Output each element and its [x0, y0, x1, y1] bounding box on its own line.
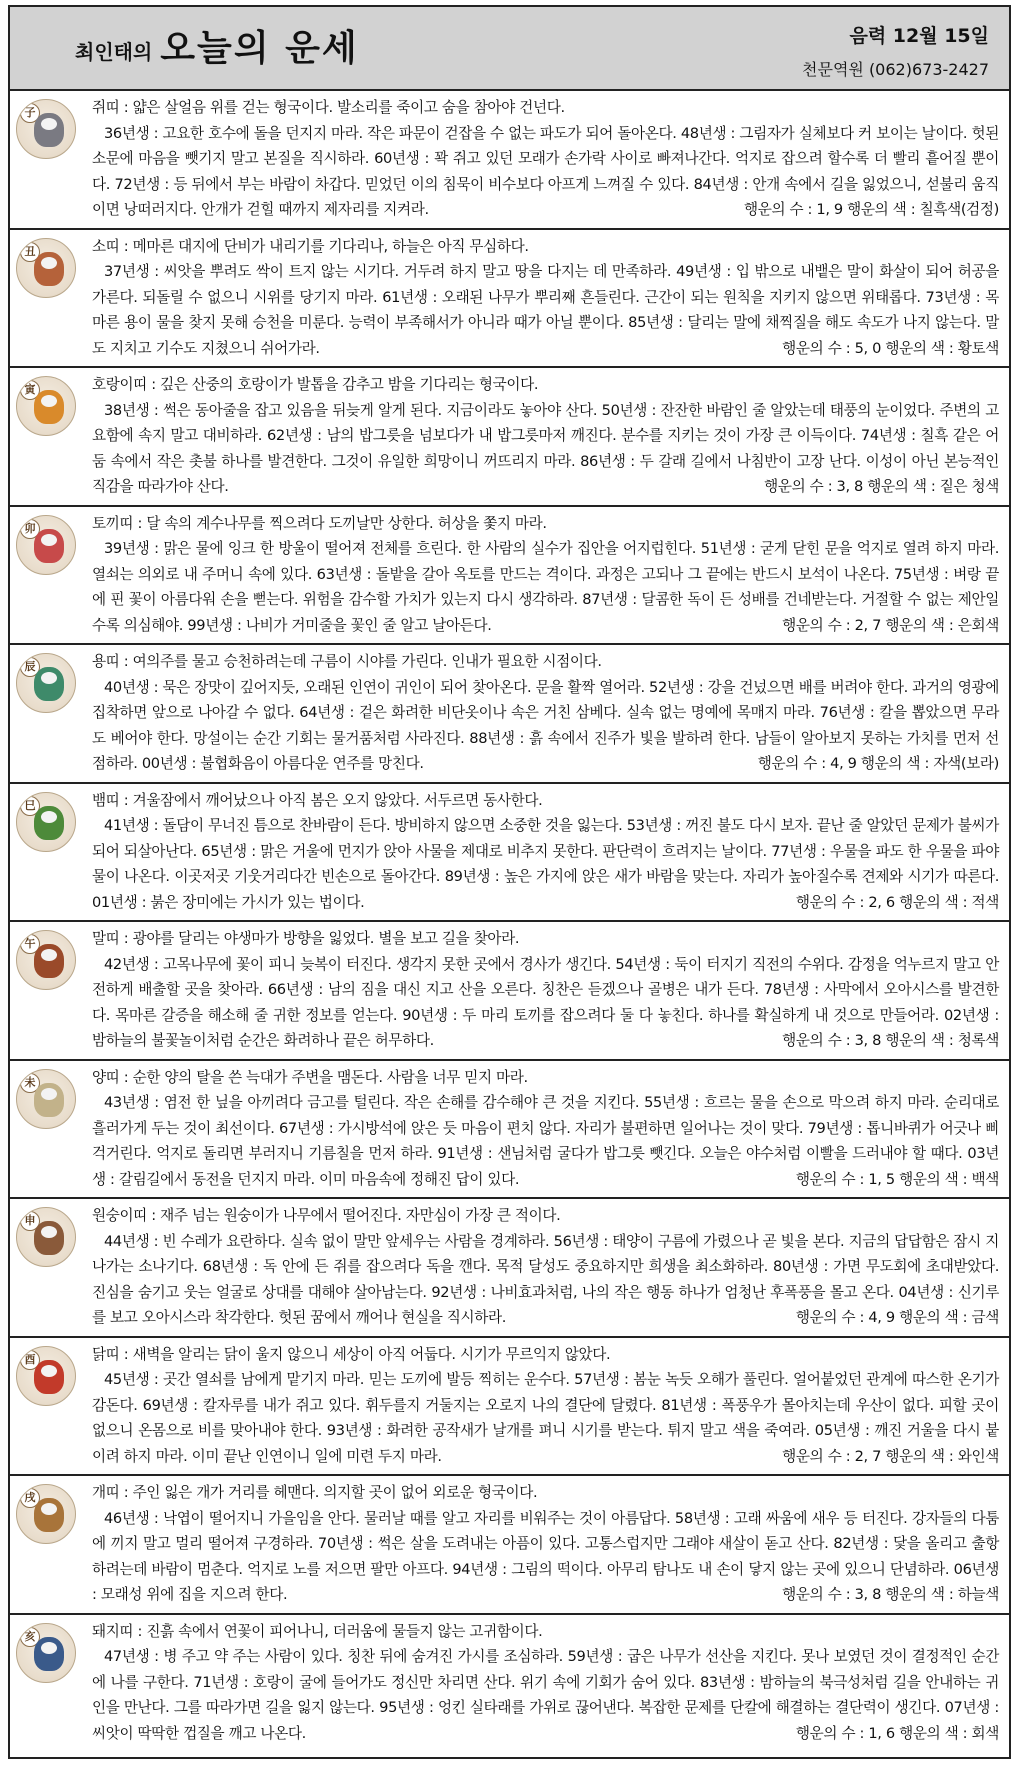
snake-icon	[34, 806, 64, 840]
entry-body-text: 36년생 : 고요한 호수에 돌을 던지지 마라. 작은 파문이 걷잡을 수 없는 파도가 되어 돌아온다. 48년생 : 그림자가 실체보다 커 보이는 날이다. 헛된 소문에 마음을 뺏기지 말고 본질을 직시하라. 60년생 : 꽉 쥐고 있던 모래가 손가락 사이로 빠져나간다. 억지로 잡으려 할수록 더 빨리 흩어질 뿐이다. 72년생 : 등 뒤에서 부는 바람이 차갑다. 믿었던 이의 침묵이 비수보다 아프게 느껴질 수 있다. 84년생 : 안개 속에서 길을 잃었으니, 섣불리 움직이면 낭떠러지다. 안개가 걷힐 때까지 제자리를 지켜라.	[92, 124, 999, 218]
zodiac-hanja: 亥	[20, 1627, 40, 1647]
entry-body-text: 38년생 : 썩은 동아줄을 잡고 있음을 뒤늦게 알게 된다. 지금이라도 놓아야 산다. 50년생 : 잔잔한 바람인 줄 알았는데 태풍의 눈이었다. 주변의 고요함에 속지 말고 대비하라. 62년생 : 남의 밥그릇을 넘보다가 내 밥그릇마저 깨진다. 분수를 지키는 것이 가장 큰 이득이다. 74년생 : 칠흑 같은 어둠 속에서 작은 촛불 하나를 발견한다. 그것이 유일한 희망이니 꺼뜨리지 마라. 86년생 : 두 갈래 길에서 나침반이 고장 난다. 이성이 아닌 본능적인 직감을 따라가야 산다.	[92, 401, 999, 495]
entry-headline: 돼지띠 : 진흙 속에서 연꽃이 피어나니, 더러움에 물들지 않는 고귀함이다.	[92, 1622, 543, 1640]
lucky-info: 행운의 수 : 3, 8 행운의 색 : 하늘색	[782, 1586, 999, 1603]
zodiac-hanja: 戌	[20, 1488, 40, 1508]
zodiac-hanja: 午	[20, 934, 40, 954]
entry-text	[92, 511, 999, 639]
entry-body-text: 40년생 : 묵은 장맛이 깊어지듯, 오래된 인연이 귀인이 되어 찾아온다. 문을 활짝 열어라. 52년생 : 강을 건넜으면 배를 버려야 한다. 과거의 영광에 집착하면 앞으로 나아갈 수 없다. 64년생 : 겉은 화려한 비단옷이나 속은 거친 삼베다. 실속 없는 명예에 목매지 마라. 76년생 : 칼을 뽑았으면 무라도 베어야 한다. 망설이는 순간 기회는 물거품처럼 사라진다. 88년생 : 흙 속에서 진주가 빛을 발하려 한다. 남들이 알아보지 못하는 가치를 먼저 선점하라. 00년생 : 불협화음이 아름다운 연주를 망친다.	[92, 678, 999, 772]
zodiac-emblem	[16, 238, 76, 298]
zodiac-emblem	[16, 930, 76, 990]
zodiac-hanja: 寅	[20, 380, 40, 400]
zodiac-entry	[10, 507, 1009, 646]
lucky-info: 행운의 수 : 3, 8 행운의 색 : 청록색	[782, 1032, 999, 1049]
entry-headline: 뱀띠 : 겨울잠에서 깨어났으나 아직 봄은 오지 않았다. 서두르면 동사한다.	[92, 791, 543, 809]
zodiac-entry	[10, 368, 1009, 507]
zodiac-hanja: 辰	[20, 657, 40, 677]
entry-body	[92, 121, 999, 223]
zodiac-entry	[10, 230, 1009, 369]
zodiac-hanja: 丑	[20, 242, 40, 262]
rat-icon	[34, 113, 64, 147]
entry-body	[92, 1090, 999, 1192]
zodiac-hanja: 巳	[20, 796, 40, 816]
entry-headline: 닭띠 : 새벽을 알리는 닭이 울지 않으니 세상이 아직 어둡다. 시기가 무르익지 않았다.	[92, 1345, 611, 1363]
entry-headline: 토끼띠 : 달 속의 계수나무를 찍으려다 도끼날만 상한다. 허상을 쫓지 마라.	[92, 514, 547, 532]
rabbit-icon	[34, 529, 64, 563]
zodiac-entry	[10, 922, 1009, 1061]
entry-body-text: 37년생 : 씨앗을 뿌려도 싹이 트지 않는 시기다. 거두려 하지 말고 땅을 다지는 데 만족하라. 49년생 : 입 밖으로 내뱉은 말이 화살이 되어 허공을 가른다. 되돌릴 수 없으니 시위를 당기지 마라. 61년생 : 오래된 나무가 뿌리째 흔들린다. 근간이 되는 원칙을 지키지 않으면 위태롭다. 73년생 : 목마른 용이 물을 찾지 못해 승천을 미룬다. 능력이 부족해서가 아니라 때가 아닐 뿐이다. 85년생 : 달리는 말에 채찍질을 해도 속도가 나지 않는다. 말도 지치고 기수도 지쳤으니 쉬어가라.	[92, 263, 999, 357]
zodiac-hanja: 子	[20, 103, 40, 123]
lucky-info: 행운의 수 : 1, 5 행운의 색 : 백색	[795, 1170, 999, 1188]
page-title: 오늘의 운세	[160, 28, 359, 69]
zodiac-hanja: 酉	[20, 1350, 40, 1370]
contact-info: 천문역원 (062)673-2427	[802, 60, 989, 79]
rooster-icon	[34, 1360, 64, 1394]
entry-headline: 개띠 : 주인 잃은 개가 거리를 헤맨다. 의지할 곳이 없어 외로운 형국이다.	[92, 1484, 538, 1501]
lucky-info: 행운의 수 : 4, 9 행운의 색 : 금색	[795, 1309, 999, 1326]
pig-icon	[34, 1637, 64, 1671]
entry-text	[92, 1342, 999, 1470]
entry-body-text: 43년생 : 염전 한 닢을 아끼려다 금고를 털린다. 작은 손해를 감수해야 큰 것을 지킨다. 55년생 : 흐르는 물을 손으로 막으려 하지 마라. 순리대로 흘러가게 두는 것이 최선이다. 67년생 : 가시방석에 앉은 듯 마음이 편치 않다. 자리가 불편하면 일어나는 것이 맞다. 79년생 : 톱니바퀴가 어긋나 삐걱거린다. 억지로 돌리면 부러지니 기름칠을 먼저 하라. 91년생 : 샌님처럼 굴다가 밥그릇 뺏긴다. 오늘은 야수처럼 이빨을 드러내야 할 때다. 03년생 : 갈림길에서 동전을 던지지 마라. 이미 마음속에 정해진 답이 있다.	[92, 1094, 999, 1188]
entry-body-text: 41년생 : 돌담이 무너진 틈으로 찬바람이 든다. 방비하지 않으면 소중한 것을 잃는다. 53년생 : 꺼진 불도 다시 보자. 끝난 줄 알았던 문제가 불씨가 되어 되살아난다. 65년생 : 맑은 거울에 먼지가 앉아 사물을 제대로 비추지 못한다. 판단력이 흐려지는 날이다. 77년생 : 우물을 파도 한 우물을 파야 물이 나온다. 이곳저곳 기웃거리다간 빈손으로 돌아간다. 89년생 : 높은 가지에 앉은 새가 바람을 맞는다. 자리가 높아질수록 견제와 시기가 따른다. 01년생 : 붉은 장미에는 가시가 있는 법이다.	[92, 817, 999, 911]
entry-headline: 원숭이띠 : 재주 넘는 원숭이가 나무에서 떨어진다. 자만심이 가장 큰 적이다.	[92, 1207, 561, 1224]
entry-text	[92, 649, 999, 777]
entry-body	[92, 536, 999, 638]
entry-body-text: 39년생 : 맑은 물에 잉크 한 방울이 떨어져 전체를 흐린다. 한 사람의 실수가 집안을 어지럽힌다. 51년생 : 굳게 닫힌 문을 억지로 열려 하지 마라. 열쇠는 의외로 내 주머니 속에 있다. 63년생 : 돌밭을 갈아 옥토를 만드는 격이다. 과정은 고되나 그 끝에는 반드시 보석이 나온다. 75년생 : 벼랑 끝에 핀 꽃이 아름다워 손을 뻗는다. 위험을 감수할 가치가 있는지 다시 생각하라. 87년생 : 달콤한 독이 든 성배를 건네받는다. 거절할 수 없는 제안일수록 의심해야. 99년생 : 나비가 거미줄을 꽃인 줄 알고 날아든다.	[92, 540, 999, 634]
header	[10, 7, 1009, 91]
lucky-info: 행운의 수 : 1, 9 행운의 색 : 칠흑색(검정)	[743, 201, 999, 218]
entry-text	[92, 234, 999, 362]
zodiac-list	[10, 91, 1009, 1753]
zodiac-emblem	[16, 1069, 76, 1129]
entry-headline: 말띠 : 광야를 달리는 야생마가 방향을 잃었다. 별을 보고 길을 찾아라.	[92, 930, 520, 947]
zodiac-emblem	[16, 515, 76, 575]
zodiac-hanja: 未	[20, 1073, 40, 1093]
zodiac-emblem	[16, 1484, 76, 1544]
entry-body	[92, 1506, 999, 1608]
entry-body-text: 47년생 : 병 주고 약 주는 사람이 있다. 칭찬 뒤에 숨겨진 가시를 조심하라. 59년생 : 굽은 나무가 선산을 지킨다. 못나 보였던 것이 결정적인 순간에 나를 구한다. 71년생 : 호랑이 굴에 들어가도 정신만 차리면 산다. 위기 속에 기회가 숨어 있다. 83년생 : 밤하늘의 북극성처럼 길을 안내하는 귀인을 만난다. 그를 따라가면 길을 잃지 않는다. 95년생 : 엉킨 실타래를 가위로 끊어낸다. 복잡한 문제를 단칼에 해결하는 결단력이 생긴다. 07년생 : 씨앗이 딱딱한 껍질을 깨고 나온다.	[92, 1648, 999, 1742]
zodiac-emblem	[16, 653, 76, 713]
entry-text	[92, 372, 999, 500]
entry-body	[92, 259, 999, 361]
zodiac-entry	[10, 1615, 1009, 1754]
zodiac-entry	[10, 645, 1009, 784]
lucky-info: 행운의 수 : 2, 6 행운의 색 : 적색	[795, 893, 999, 911]
entry-text	[92, 926, 999, 1054]
zodiac-emblem	[16, 99, 76, 159]
entry-headline: 쥐띠 : 얇은 살얼음 위를 걷는 형국이다. 발소리를 죽이고 숨을 참아야 건넌다.	[92, 99, 565, 116]
lunar-date: 음력 12월 15일	[849, 25, 989, 47]
lucky-info: 행운의 수 : 1, 6 행운의 색 : 회색	[795, 1724, 999, 1742]
entry-body	[92, 398, 999, 500]
zodiac-entry	[10, 91, 1009, 230]
entry-headline: 소띠 : 메마른 대지에 단비가 내리기를 기다리나, 하늘은 아직 무심하다.	[92, 237, 529, 255]
zodiac-emblem	[16, 1207, 76, 1267]
zodiac-entry	[10, 1199, 1009, 1338]
dragon-icon	[34, 667, 64, 701]
horoscope-page	[8, 5, 1011, 1759]
entry-text	[92, 788, 999, 916]
entry-headline: 양띠 : 순한 양의 탈을 쓴 늑대가 주변을 맴돈다. 사람을 너무 믿지 마라.	[92, 1068, 528, 1086]
entry-body-text: 44년생 : 빈 수레가 요란하다. 실속 없이 말만 앞세우는 사람을 경계하라. 56년생 : 태양이 구름에 가렸으나 곧 빛을 본다. 지금의 답답함은 잠시 지나가는 소나기다. 68년생 : 독 안에 든 쥐를 잡으려다 독을 깬다. 목적 달성도 중요하지만 희생을 최소화하라. 80년생 : 가면 무도회에 초대받았다. 진심을 숨기고 웃는 얼굴로 상대를 대해야 살아남는다. 92년생 : 나비효과처럼, 나의 작은 행동 하나가 엄청난 후폭풍을 몰고 온다. 04년생 : 신기루를 보고 오아시스라 착각한다. 헛된 꿈에서 깨어나 현실을 직시하라.	[92, 1232, 999, 1326]
horse-icon	[34, 944, 64, 978]
entry-body-text: 45년생 : 곳간 열쇠를 남에게 맡기지 마라. 믿는 도끼에 발등 찍히는 운수다. 57년생 : 봄눈 녹듯 오해가 풀린다. 얼어붙었던 관계에 따스한 온기가 감돈다. 69년생 : 칼자루를 내가 쥐고 있다. 휘두를지 거둘지는 오로지 나의 결단에 달렸다. 81년생 : 폭풍우가 몰아치는데 우산이 없다. 피할 곳이 없으니 온몸으로 비를 맞아내야 한다. 93년생 : 화려한 공작새가 날개를 펴니 시기를 받는다. 튀지 말고 색을 죽여라. 05년생 : 깨진 거울을 다시 붙이려 하지 마라. 이미 끝난 인연이니 일에 미련 두지 마라.	[92, 1371, 999, 1465]
entry-text	[92, 1480, 999, 1608]
entry-body-text: 42년생 : 고목나무에 꽃이 피니 늦복이 터진다. 생각지 못한 곳에서 경사가 생긴다. 54년생 : 둑이 터지기 직전의 수위다. 감정을 억누르지 말고 안전하게 배출할 곳을 찾아라. 66년생 : 남의 짐을 대신 지고 산을 오른다. 칭찬은 듣겠으나 골병은 내가 든다. 78년생 : 사막에서 오아시스를 발견한다. 목마른 갈증을 해소해 줄 귀한 정보를 얻는다. 90년생 : 두 마리 토끼를 잡으려다 둘 다 놓친다. 하나를 확실하게 내 것으로 만들어라. 02년생 : 밤하늘의 불꽃놀이처럼 순간은 화려하나 끝은 허무하다.	[92, 955, 999, 1049]
sheep-icon	[34, 1083, 64, 1117]
lucky-info: 행운의 수 : 3, 8 행운의 색 : 짙은 청색	[764, 478, 999, 495]
zodiac-entry	[10, 1338, 1009, 1477]
entry-body	[92, 1367, 999, 1469]
zodiac-emblem	[16, 1623, 76, 1683]
entry-body-text: 46년생 : 낙엽이 떨어지니 가을임을 안다. 물러날 때를 알고 자리를 비워주는 것이 아름답다. 58년생 : 고래 싸움에 새우 등 터진다. 강자들의 다툼에 끼지 말고 멀리 떨어져 구경하라. 70년생 : 썩은 살을 도려내는 아픔이 있다. 고통스럽지만 그래야 새살이 돋고 산다. 82년생 : 닻을 올리고 출항하려는데 바람이 멈춘다. 억지로 노를 저으면 팔만 아프다. 94년생 : 그림의 떡이다. 아무리 탐나도 내 손이 닿지 않는 곳에 있으니 단념하라. 06년생 : 모래성 위에 집을 지으려 한다.	[92, 1509, 999, 1603]
tiger-icon	[34, 390, 64, 424]
entry-body	[92, 675, 999, 777]
entry-headline: 호랑이띠 : 깊은 산중의 호랑이가 발톱을 감추고 밤을 기다리는 형국이다.	[92, 376, 539, 393]
lucky-info: 행운의 수 : 4, 9 행운의 색 : 자색(보라)	[757, 755, 999, 772]
zodiac-entry	[10, 784, 1009, 923]
monkey-icon	[34, 1221, 64, 1255]
entry-text	[92, 1203, 999, 1331]
entry-body	[92, 1644, 999, 1746]
dog-icon	[34, 1498, 64, 1532]
zodiac-hanja: 申	[20, 1211, 40, 1231]
brand	[75, 27, 359, 71]
zodiac-hanja: 卯	[20, 519, 40, 539]
zodiac-entry	[10, 1061, 1009, 1200]
zodiac-emblem	[16, 376, 76, 436]
lucky-info: 행운의 수 : 2, 7 행운의 색 : 은회색	[782, 616, 999, 634]
entry-body	[92, 952, 999, 1054]
entry-body	[92, 1229, 999, 1331]
zodiac-emblem	[16, 1346, 76, 1406]
author-name: 최인태의	[75, 40, 153, 64]
ox-icon	[34, 252, 64, 286]
entry-headline: 용띠 : 여의주를 물고 승천하려는데 구름이 시야를 가린다. 인내가 필요한 시점이다.	[92, 653, 602, 670]
zodiac-entry	[10, 1476, 1009, 1615]
entry-text	[92, 95, 999, 223]
zodiac-emblem	[16, 792, 76, 852]
lucky-info: 행운의 수 : 5, 0 행운의 색 : 황토색	[782, 339, 999, 357]
entry-text	[92, 1065, 999, 1193]
entry-body	[92, 813, 999, 915]
lucky-info: 행운의 수 : 2, 7 행운의 색 : 와인색	[782, 1447, 999, 1465]
entry-text	[92, 1619, 999, 1747]
